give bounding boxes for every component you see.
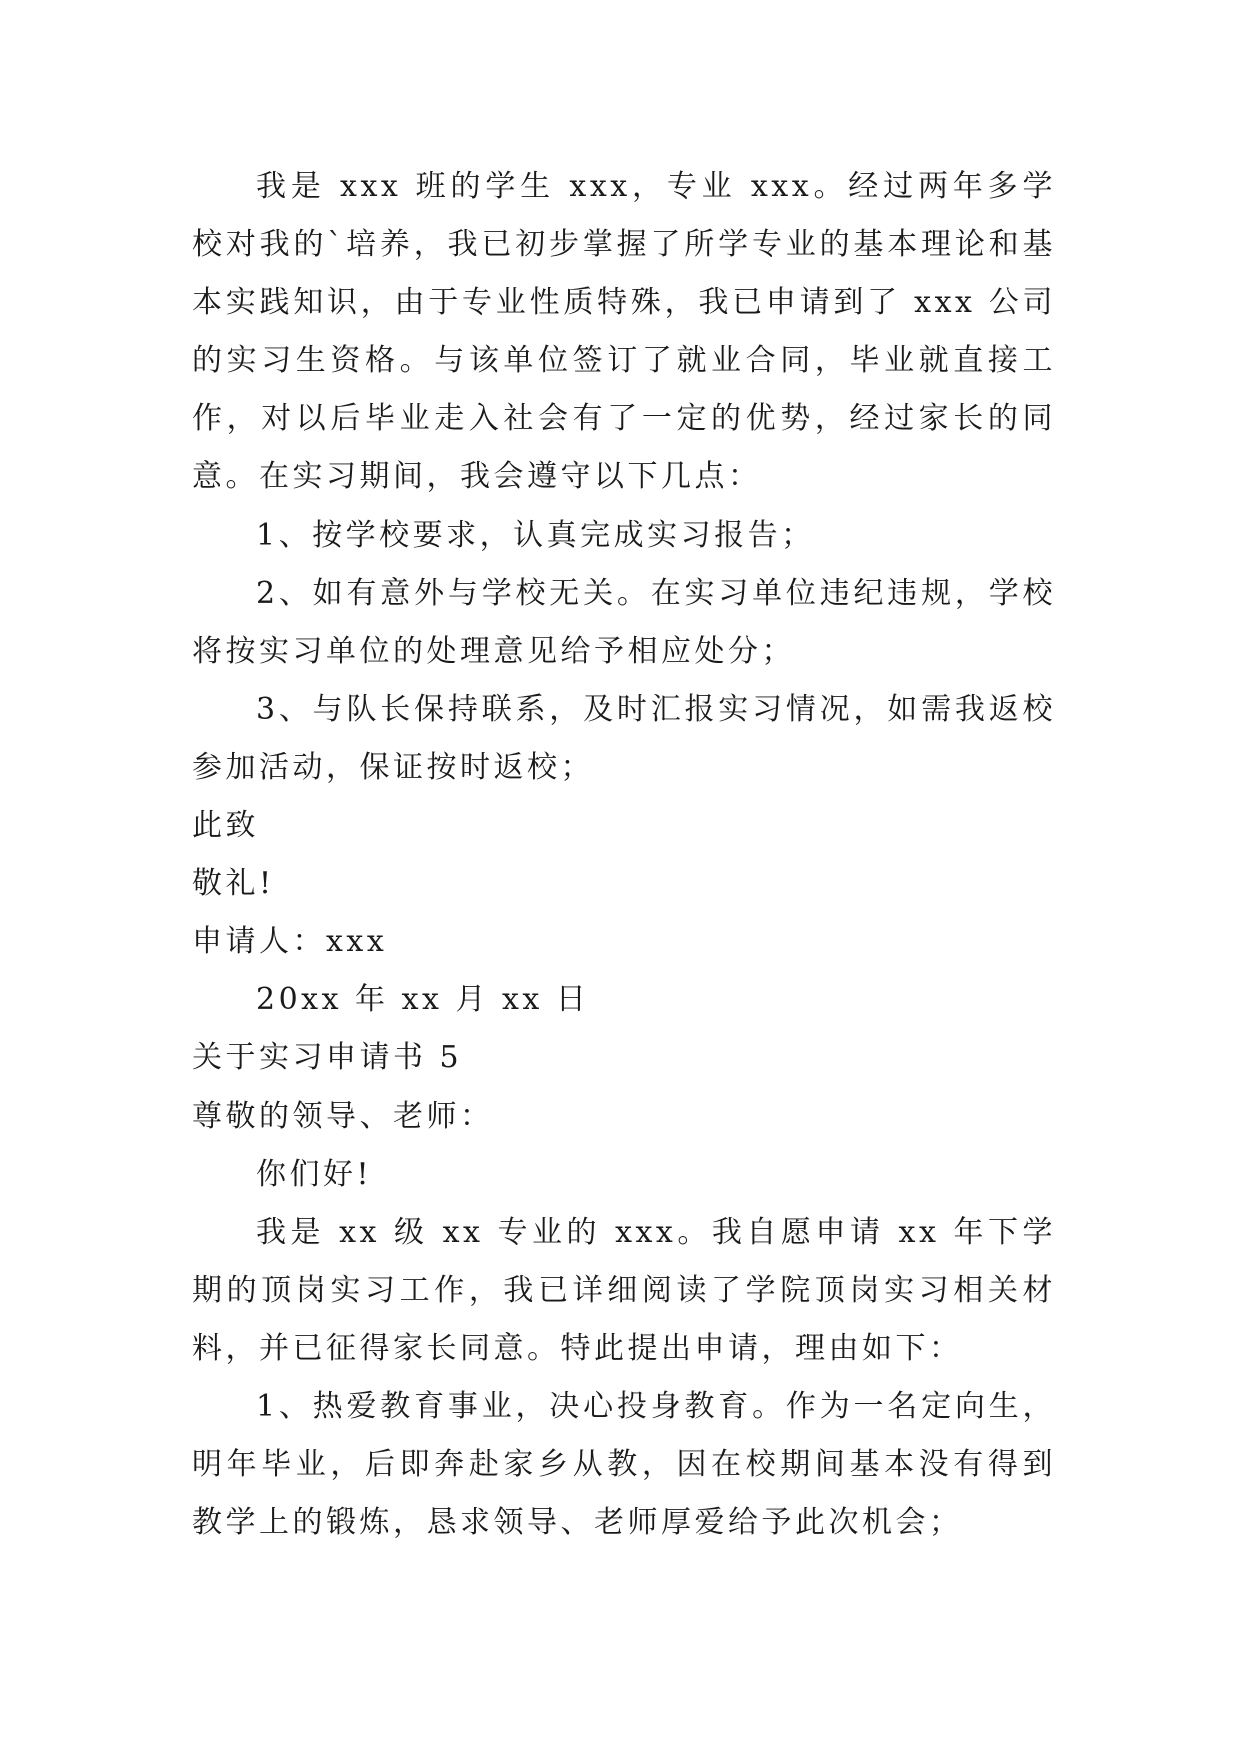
date-line: 20xx 年 xx 月 xx 日: [256, 982, 590, 1018]
applicant-line: 申请人：xxx: [192, 924, 388, 960]
closing-regards: 敬礼!: [192, 866, 275, 902]
greeting-recipient: 尊敬的领导、老师：: [192, 1098, 494, 1134]
document-body: [192, 158, 1056, 1552]
paragraph-item-1: 1、按学校要求，认真完成实习报告；: [256, 517, 815, 553]
section-title: 关于实习申请书 5: [192, 1040, 463, 1076]
paragraph-application: 我是 xx 级 xx 专业的 xxx。我自愿申请 xx 年下学期的顶岗实习工作，我已详细阅读了学院顶岗实习相关材料，并已征得家长同意。特此提出申请，理由如下：: [192, 1214, 1056, 1366]
paragraph-item-2: 2、如有意外与学校无关。在实习单位违纪违规，学校将按实习单位的处理意见给予相应处分；: [192, 575, 1056, 669]
paragraph-reason-1: 1、热爱教育事业，决心投身教育。作为一名定向生，明年毕业，后即奔赴家乡从教，因在校期间基本没有得到教学上的锻炼，恳求领导、老师厚爱给予此次机会；: [192, 1388, 1056, 1541]
greeting-hello: 你们好!: [256, 1156, 373, 1192]
paragraph-intro: 我是 xxx 班的学生 xxx，专业 xxx。经过两年多学校对我的`培养，我已初步掌握了所学专业的基本理论和基本实践知识，由于专业性质特殊，我已申请到了 xxx 公司的实习生资格。与该单位签订了就业合同，毕业就直接工作，对以后毕业走入社会有了一定的优势，经过家长的同意。在实习期间，我会遵守以下几点：: [192, 169, 1056, 495]
paragraph-item-3: 3、与队长保持联系，及时汇报实习情况，如需我返校参加活动，保证按时返校；: [192, 691, 1056, 785]
closing-salutation: 此致: [192, 808, 259, 844]
